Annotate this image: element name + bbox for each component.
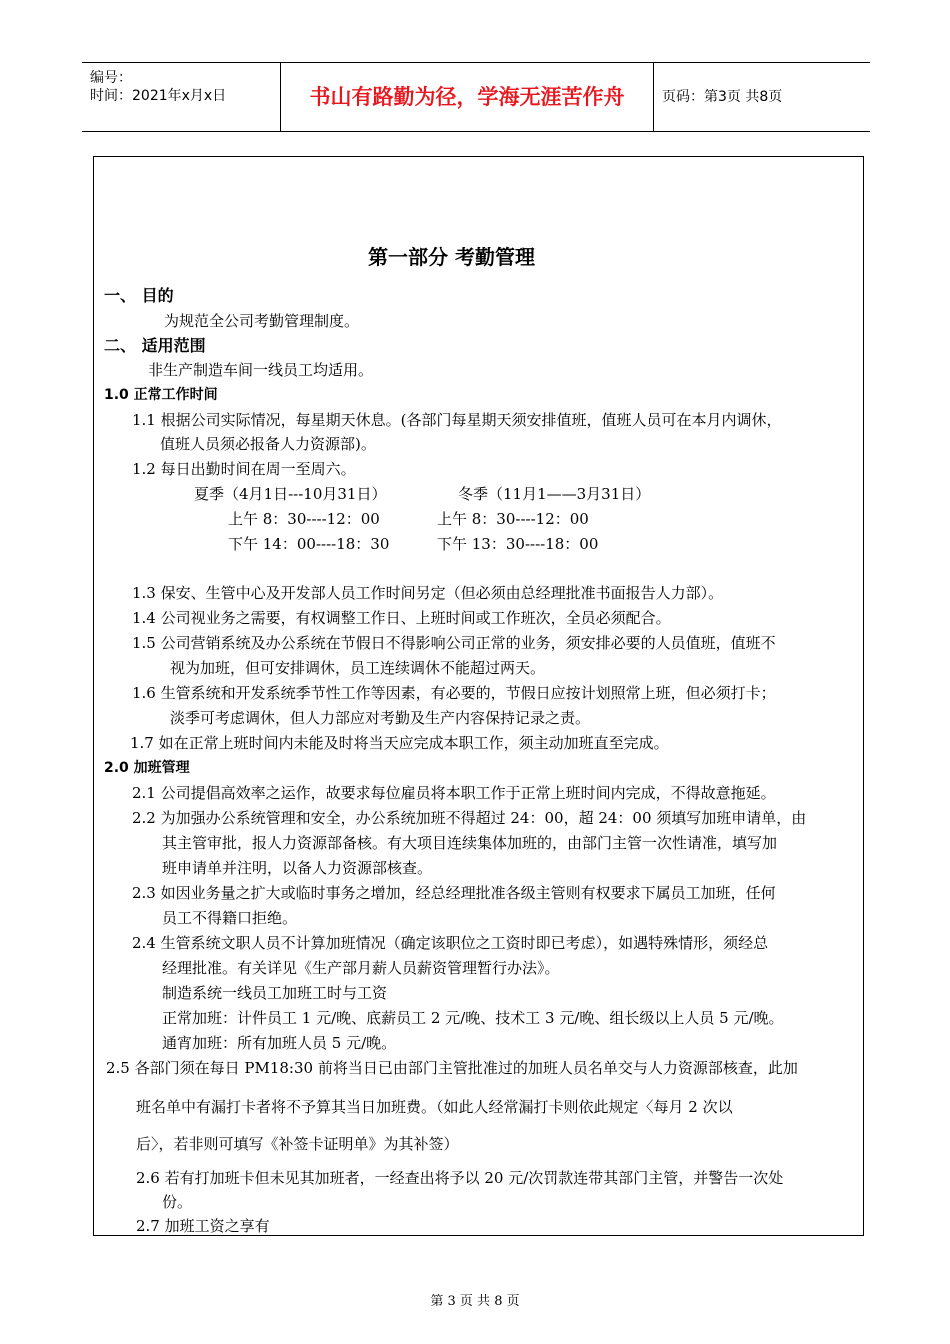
page-title: 第一部分 考勤管理 (368, 245, 535, 269)
para-2-4b: 经理批准。有关详见《生产部月薪人员薪资管理暂行办法》。 (162, 959, 560, 977)
para-2-4e: 通宵加班：所有加班人员 5 元/晚。 (162, 1034, 397, 1052)
para-2-2a: 2.2 为加强办公系统管理和安全，办公系统加班不得超过 24：00，超 24：00 须填写加班申请单，由 (132, 809, 807, 827)
summer-pm: 下午 14：00----18：30 (228, 535, 390, 553)
para-1-6a: 1.6 生管系统和开发系统季节性工作等因素，有必要的，节假日应按计划照常上班，但必须打卡； (132, 684, 776, 702)
para-2-5b: 班名单中有漏打卡者将不予算其当日加班费。（如此人经常漏打卡则依此规定〈每月 2 次以 (136, 1098, 733, 1116)
para-2-2c: 班申请单并注明，以备人力资源部核查。 (162, 859, 433, 877)
header-meta-cell (82, 63, 281, 131)
para-2-4d: 正常加班：计件员工 1 元/晚、底薪员工 2 元/晚、技术工 3 元/晚、组长级以上人员 5 元/晚。 (162, 1009, 784, 1027)
para-1-2: 1.2 每日出勤时间在周一至周六。 (132, 460, 356, 478)
heading-2-0: 2.0 加班管理 (104, 760, 190, 776)
doc-number-label: 编号： (90, 70, 132, 86)
doc-time-label: 时间：2021年x月x日 (90, 88, 227, 104)
para-1-5a: 1.5 公司营销系统及办公系统在节假日不得影响公司正常的业务，须安排必要的人员值班，值班不 (132, 634, 776, 652)
summer-am: 上午 8：30----12：00 (228, 510, 380, 528)
winter-range: 冬季（11月1——3月31日） (458, 485, 651, 503)
winter-am: 上午 8：30----12：00 (437, 510, 589, 528)
heading-1-0: 1.0 正常工作时间 (104, 387, 218, 403)
section-purpose-heading: 一、 目的 (104, 286, 174, 305)
para-2-1: 2.1 公司提倡高效率之运作，故要求每位雇员将本职工作于正常上班时间内完成，不得故意拖延。 (132, 784, 776, 802)
para-1-7: 1.7 如在正常上班时间内未能及时将当天应完成本职工作，须主动加班直至完成。 (130, 734, 669, 752)
header-page-info: 页码：第3页 共8页 (662, 89, 783, 105)
para-2-5a: 2.5 各部门须在每日 PM18:30 前将当日已由部门主管批准过的加班人员名单交与人力资源部核查，此加 (106, 1059, 798, 1077)
para-1-3: 1.3 保安、生管中心及开发部人员工作时间另定（但必须由总经理批准书面报告人力部）。 (132, 584, 724, 602)
header-motto: 书山有路勤为径，学海无涯苦作舟 (281, 63, 654, 131)
para-2-4c: 制造系统一线员工加班工时与工资 (162, 984, 388, 1002)
para-2-3b: 员工不得籍口拒绝。 (162, 909, 298, 927)
para-1-6b: 淡季可考虑调休，但人力部应对考勤及生产内容保持记录之责。 (170, 709, 591, 727)
para-2-4a: 2.4 生管系统文职人员不计算加班情况（确定该职位之工资时即已考虑），如遇特殊情形，须经总 (132, 934, 769, 952)
para-2-5c: 后〉，若非则可填写《补签卡证明单》为其补签） (136, 1135, 459, 1153)
winter-pm: 下午 13：30----18：00 (437, 535, 599, 553)
para-2-3a: 2.3 如因业务量之扩大或临时事务之增加，经总经理批准各级主管则有权要求下属员工加班，任何 (132, 884, 776, 902)
para-2-2b: 其主管审批，报人力资源部备核。有大项目连续集体加班的，由部门主管一次性请准，填写加 (162, 834, 778, 852)
para-1-1b: 值班人员须必报备人力资源部)。 (160, 435, 376, 453)
para-2-7: 2.7 加班工资之享有 (136, 1217, 270, 1235)
para-2-6a: 2.6 若有打加班卡但未见其加班者，一经查出将予以 20 元/次罚款连带其部门主管，并警告一次处 (136, 1169, 784, 1187)
para-1-1a: 1.1 根据公司实际情况，每星期天休息。(各部门每星期天须安排值班，值班人员可在本月内调休， (132, 411, 782, 429)
section-scope-text: 非生产制造车间一线员工均适用。 (148, 361, 374, 379)
para-1-5b: 视为加班，但可安排调休，员工连续调休不能超过两天。 (170, 659, 546, 677)
section-scope-heading: 二、 适用范围 (104, 336, 206, 355)
page-header (82, 62, 870, 132)
page-footer: 第 3 页 共 8 页 (430, 1294, 520, 1309)
para-2-6b: 份。 (162, 1193, 193, 1211)
para-1-4: 1.4 公司视业务之需要，有权调整工作日、上班时间或工作班次，全员必须配合。 (132, 609, 671, 627)
section-purpose-text: 为规范全公司考勤管理制度。 (164, 312, 360, 330)
summer-range: 夏季（4月1日---10月31日） (194, 485, 387, 503)
